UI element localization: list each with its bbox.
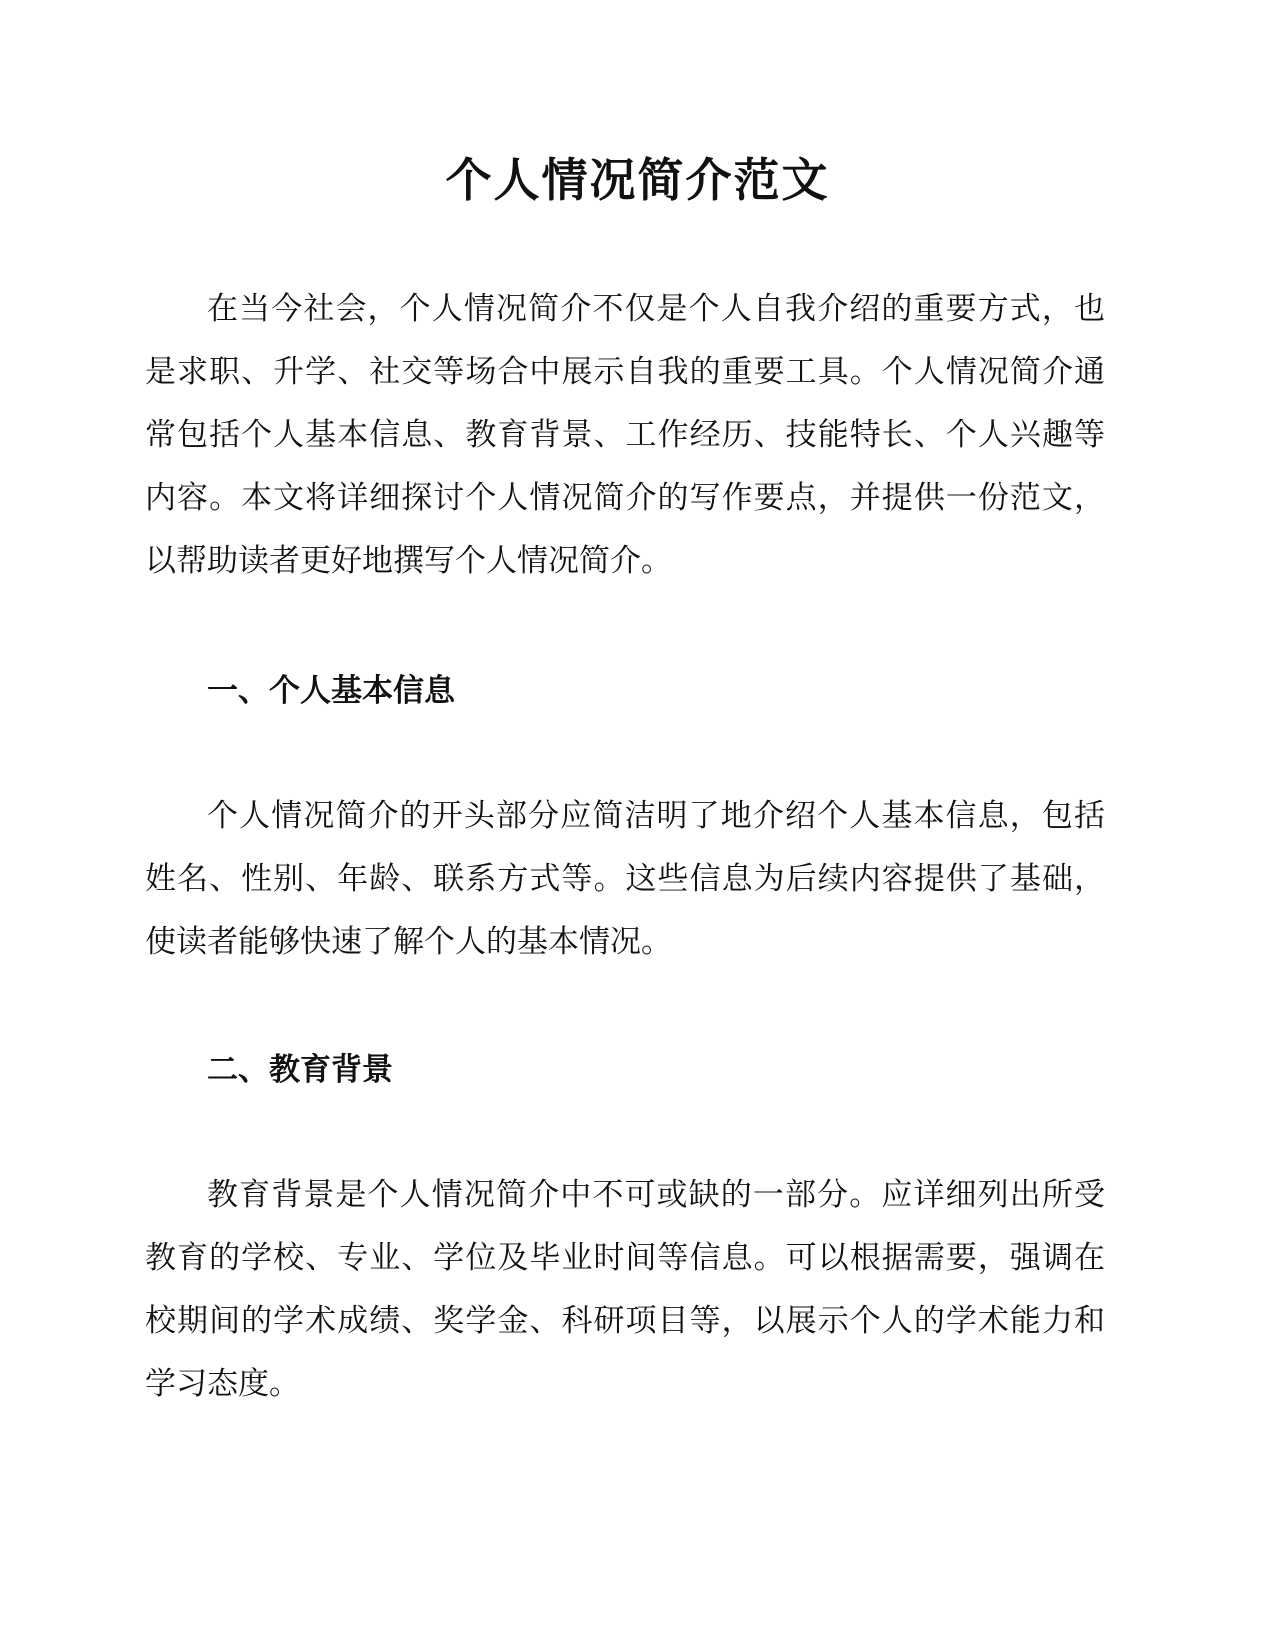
section-body-education: 教育背景是个人情况简介中不可或缺的一部分。应详细列出所受教育的学校、专业、学位及毕业时间等信息。可以根据需要，强调在校期间的学术成绩、奖学金、科研项目等，以展示个人的学术能力和学习态度。 bbox=[145, 1177, 1105, 1402]
page-title: 个人情况简介范文 bbox=[445, 153, 830, 207]
section-heading-basic-info: 一、个人基本信息 bbox=[207, 673, 455, 709]
intro-paragraph: 在当今社会，个人情况简介不仅是个人自我介绍的重要方式，也是求职、升学、社交等场合中展示自我的重要工具。个人情况简介通常包括个人基本信息、教育背景、工作经历、技能特长、个人兴趣等内容。本文将详细探讨个人情况简介的写作要点，并提供一份范文，以帮助读者更好地撰写个人情况简介。 bbox=[145, 291, 1105, 579]
section-heading-education: 二、教育背景 bbox=[207, 1052, 393, 1088]
section-body-basic-info: 个人情况简介的开头部分应简洁明了地介绍个人基本信息，包括姓名、性别、年龄、联系方式等。这些信息为后续内容提供了基础，使读者能够快速了解个人的基本情况。 bbox=[145, 798, 1105, 960]
